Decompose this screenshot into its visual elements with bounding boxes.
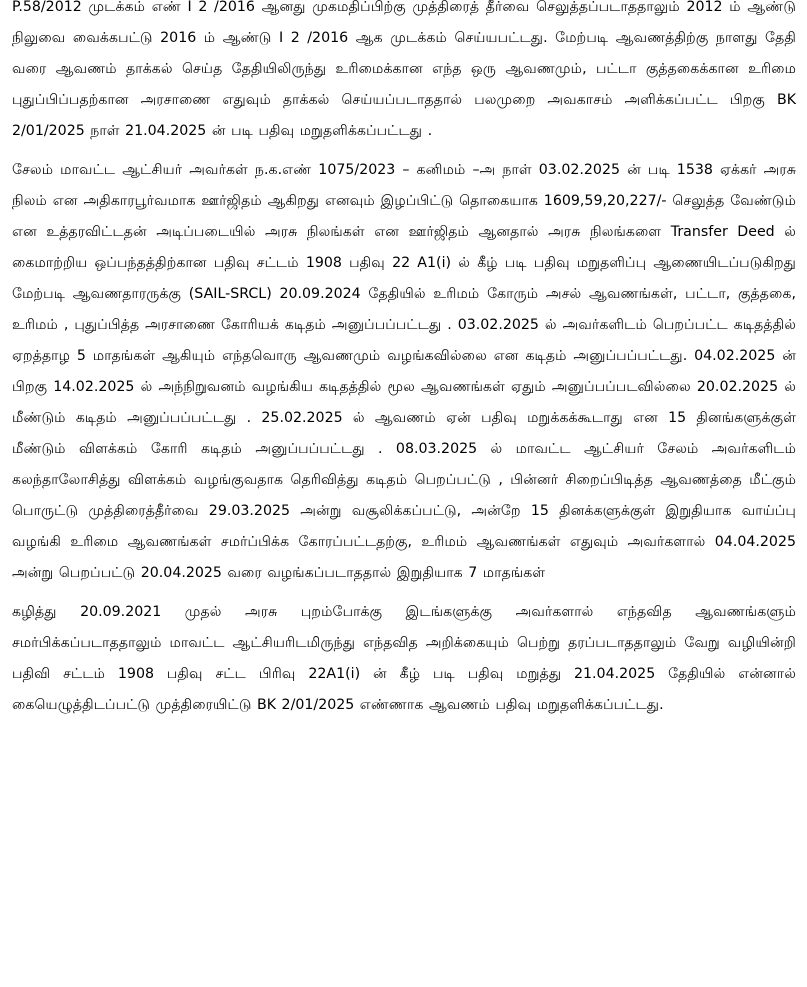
paragraph-final-refusal: கழித்து 20.09.2021 முதல் அரசு புறம்போக்கு இடங்களுக்கு அவர்களால் எந்தவித ஆவணங்களும் சமர்பிக்கப்படாததாலும் மாவட்ட ஆட்சியரிடமிருந்து எந்தவித அறிக்கையும் பெற்று தரப்படாததாலும் வேறு வழியின்றி பதிவி சட்டம் 1908 பதிவு சட்ட பிரிவு 22A1(i) ன் கீழ் படி பதிவு மறுத்து 21.04.2025 தேதியில் என்னால் கையெழுத்திடப்பட்டு முத்திரையிட்டு BK 2/01/2025 எண்ணாக ஆவணம் பதிவு மறுதளிக்கப்பட்டது. <box>12 604 796 713</box>
paragraph-refusal-summary: P.58/2012 முடக்கம் எண் I 2 /2016 ஆனது முகமதிப்பிற்கு முத்திரைத் தீர்வை செலுத்தப்படாததாலும் 2012 ம் ஆண்டு நிலுவை வைக்கபட்டு 2016 ம் ஆண்டு I 2 /2016 ஆக முடக்கம் செய்யபட்டது. மேற்படி ஆவணத்திற்கு நாளது தேதி வரை ஆவணம் தாக்கல் செய்த தேதியிலிருந்து உரிமைக்கான எந்த ஒரு ஆவணமும், பட்டா குத்தகைக்கான உரிமை புதுப்பிப்பதற்கான அரசாணை எதுவும் தாக்கல் செய்யப்படாததால் பலமுறை அவகாசம் அளிக்கப்பட்ட பிறகு BK 2/01/2025 நாள் 21.04.2025 ன் படி பதிவு மறுதளிக்கப்பட்டது . <box>12 0 796 139</box>
paragraph-collector-order-history: சேலம் மாவட்ட ஆட்சியர் அவர்கள் ந.க.எண் 1075/2023 – கனிமம் –அ நாள் 03.02.2025 ன் படி 1538 ஏக்கர் அரசு நிலம் என அதிகாரபூர்வமாக ஊர்ஜிதம் ஆகிறது எனவும் இழப்பிட்டு தொகையாக 1609,59,20,227/- செலுத்த வேண்டும் என உத்தரவிட்டதன் அடிப்படையில் அரசு நிலங்கள் என ஊர்ஜிதம் ஆனதால் அரசு நிலங்களை Transfer Deed ல் கைமாற்றிய ஒப்பந்தத்திற்கான பதிவு சட்டம் 1908 பதிவு 22 A1(i) ல் கீழ் படி பதிவு மறுதளிப்பு ஆணையிடப்படுகிறது மேற்படி ஆவணதாரருக்கு (SAIL-SRCL) 20.09.2024 தேதியில் உரிமம் கோரும் அசல் ஆவணங்கள், பட்டா, குத்தகை, உரிமம் , புதுப்பித்த அரசாணை கோரியக் கடிதம் அனுப்பப்பட்டது . 03.02.2025 ல் அவர்களிடம் பெறப்பட்ட கடிதத்தில் ஏறத்தாழ 5 மாதங்கள் ஆகியும் எந்தவொரு ஆவணமும் வழங்கவில்லை என கடிதம் அனுப்பப்பட்டது. 04.02.2025 ன் பிறகு 14.02.2025 ல் அந்நிறுவனம் வழங்கிய கடிதத்தில் மூல ஆவணங்கள் ஏதும் அனுப்பப்படவில்லை 20.02.2025 ல் மீண்டும் கடிதம் அனுப்பப்பட்டது . 25.02.2025 ல் ஆவணம் ஏன் பதிவு மறுக்கக்கூடாது என 15 தினங்களுக்குள் மீண்டும் விளக்கம் கோரி கடிதம் அனுப்பப்பட்டது . 08.03.2025 ல் மாவட்ட ஆட்சியர் சேலம் அவர்களிடம் கலந்தாலோசித்து விளக்கம் வழங்குவதாக தெரிவித்து கடிதம் பெறப்பட்டு , பின்னர் சிறைப்பிடித்த ஆவணத்தை மீட்கும் பொருட்டு முத்திரைத்தீர்வை 29.03.2025 அன்று வசூலிக்கப்பட்டு, அன்றே 15 தினக்களுக்குள் இறுதியாக வாய்ப்பு வழங்கி உரிமை ஆவணங்கள் சமர்ப்பிக்க கோரப்பட்டதற்கு, உரிமம் ஆவணங்கள் எதுவும் அவர்களால் 04.04.2025 அன்று பெறப்பட்டு 20.04.2025 வரை வழங்கப்படாததால் இறுதியாக 7 மாதங்கள் <box>12 162 796 581</box>
